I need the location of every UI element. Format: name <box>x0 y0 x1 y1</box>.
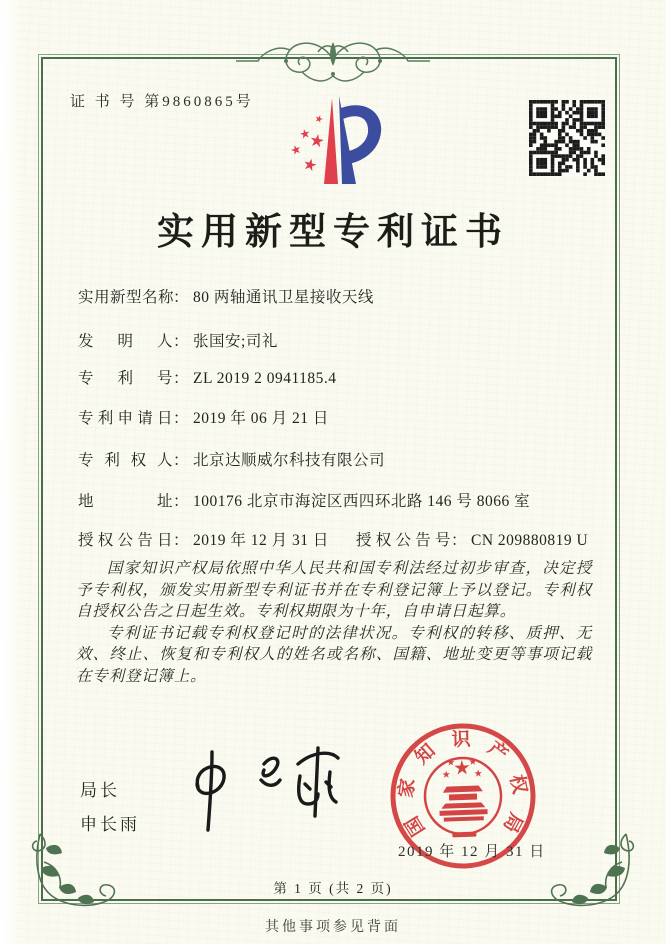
field-colon: ： <box>173 289 190 306</box>
field-colon: ： <box>173 532 190 549</box>
field-label: 授权公告号 <box>356 532 451 549</box>
field-row-grant-date <box>78 528 329 550</box>
field-colon: ： <box>173 370 190 387</box>
svg-text:家: 家 <box>395 777 420 800</box>
svg-text:国: 国 <box>401 812 430 840</box>
legal-paragraph: 专利证书记载专利权登记时的法律状况。专利权的转移、质押、无效、终止、恢复和专利权人的姓名或名称、国籍、地址变更等事项记载在专利登记簿上。 <box>76 624 592 685</box>
cnipa-logo-icon <box>268 86 388 194</box>
signature-script <box>168 742 368 842</box>
field-label: 地址 <box>78 493 173 510</box>
svg-text:知: 知 <box>411 740 440 769</box>
top-flourish-ornament <box>228 30 438 92</box>
svg-text:识: 识 <box>451 729 471 751</box>
field-value: 北京达顺威尔科技有限公司 <box>193 452 386 469</box>
seal-arc-text <box>392 725 534 840</box>
commissioner-title: 局长 <box>80 781 120 800</box>
svg-text:产: 产 <box>483 737 512 766</box>
field-row-inventor <box>78 329 278 351</box>
field-value: ZL 2019 2 0941185.4 <box>193 370 337 387</box>
field-label: 专利申请日 <box>78 410 173 427</box>
field-colon: ： <box>451 532 468 549</box>
field-row-name <box>78 285 374 307</box>
field-value: 100176 北京市海淀区西四环北路 146 号 8066 室 <box>193 493 531 510</box>
field-row-address <box>78 489 530 511</box>
field-value: 张国安;司礼 <box>193 333 278 350</box>
field-row-grant-number <box>356 528 588 550</box>
field-label: 授权公告日 <box>78 532 173 549</box>
field-value: 2019 年 06 月 21 日 <box>193 410 329 427</box>
field-label: 发明人 <box>78 333 173 350</box>
field-row-patentee <box>78 448 385 470</box>
field-colon: ： <box>173 410 190 427</box>
legal-paragraphs <box>76 558 592 687</box>
svg-text:权: 权 <box>505 772 530 796</box>
svg-text:局: 局 <box>498 808 527 836</box>
field-row-patent-number <box>78 366 337 388</box>
legal-paragraph: 国家知识产权局依照中华人民共和国专利法经过初步审查，决定授予专利权，颁发实用新型专利证书并在专利登记簿上予以登记。专利权自授权公告之日起生效。专利权期限为十年，自申请日起算。 <box>76 560 592 620</box>
field-label: 专利号 <box>78 370 173 387</box>
field-colon: ： <box>173 333 190 350</box>
field-colon: ： <box>173 452 190 469</box>
seal-date: 2019 年 12 月 31 日 <box>398 844 546 860</box>
footer-note: 其他事项参见背面 <box>265 920 401 935</box>
field-value: 80 两轴通讯卫星接收天线 <box>193 289 374 306</box>
field-label: 专利权人 <box>78 452 173 469</box>
page-number: 第 1 页 (共 2 页) <box>273 881 393 896</box>
certificate-number: 证 书 号 第9860865号 <box>70 94 254 110</box>
field-value: CN 209880819 U <box>471 532 589 549</box>
certificate-title: 实用新型专利证书 <box>157 212 509 253</box>
field-row-filing-date <box>78 406 329 428</box>
field-label: 实用新型名称 <box>78 289 175 306</box>
qr-code <box>529 100 605 176</box>
field-colon: ： <box>173 493 190 510</box>
field-value: 2019 年 12 月 31 日 <box>193 532 329 549</box>
commissioner-name: 申长雨 <box>80 815 140 834</box>
